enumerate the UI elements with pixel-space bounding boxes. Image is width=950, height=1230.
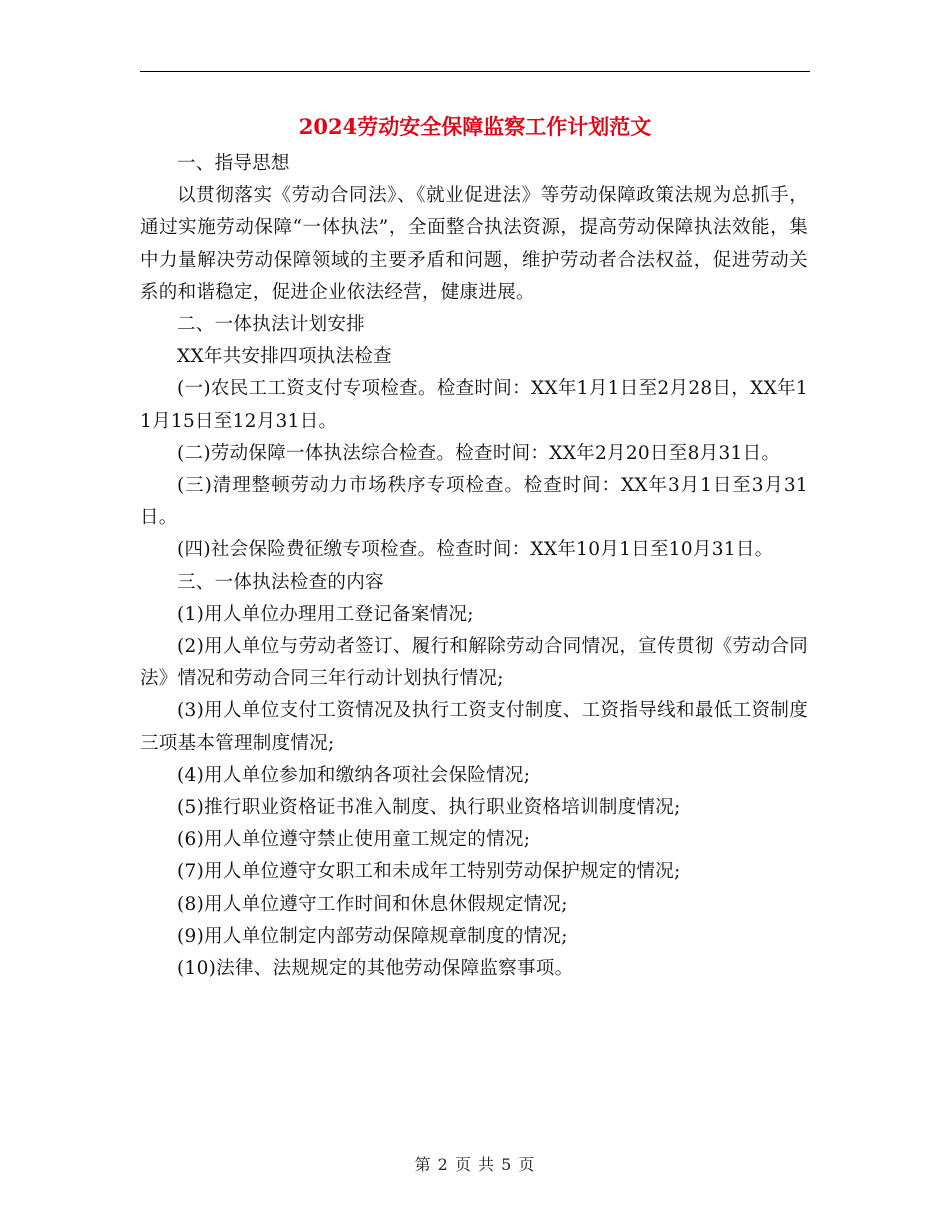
content-item-10: (10)法律、法规规定的其他劳动保障监察事项。 <box>177 958 574 980</box>
content-item-5: (5)推行职业资格证书准入制度、执行职业资格培训制度情况; <box>177 797 681 819</box>
plan-item-1: (一)农民工工资支付专项检查。检查时间：XX年1月1日至2月28日，XX年11月15日至12月31日。 <box>140 378 808 432</box>
paragraph-guiding-thought: 以贯彻落实《劳动合同法》、《就业促进法》等劳动保障政策法规为总抓手，通过实施劳动保障“一体执法”，全面整合执法资源，提高劳动保障执法效能，集中力量解决劳动保障领域的主要矛盾和问题，维护劳动者合法权益，促进劳动关系的和谐稳定，促进企业依法经营，健康进展。 <box>140 185 808 303</box>
document-title: 2024劳动安全保障监察工作计划范文 <box>298 114 652 139</box>
content-item-2: (2)用人单位与劳动者签订、履行和解除劳动合同情况，宣传贯彻《劳动合同法》情况和劳动合同三年行动计划执行情况; <box>140 636 808 690</box>
section-heading-content: 三、一体执法检查的内容 <box>177 571 384 593</box>
content-item-7: (7)用人单位遵守女职工和未成年工特别劳动保护规定的情况; <box>177 861 681 883</box>
header-rule <box>140 71 810 72</box>
paragraph-plan-intro: XX年共安排四项执法检查 <box>177 346 392 368</box>
content-item-9: (9)用人单位制定内部劳动保障规章制度的情况; <box>177 925 568 947</box>
section-heading-plan: 二、一体执法计划安排 <box>177 314 366 336</box>
plan-item-4: (四)社会保险费征缴专项检查。检查时间：XX年10月1日至10月31日。 <box>177 539 774 561</box>
plan-item-3: (三)清理整顿劳动力市场秩序专项检查。检查时间：XX年3月1日至3月31日。 <box>140 475 808 529</box>
content-item-8: (8)用人单位遵守工作时间和休息休假规定情况; <box>177 893 568 915</box>
page-number-footer: 第 2 页 共 5 页 <box>414 1155 536 1174</box>
content-item-6: (6)用人单位遵守禁止使用童工规定的情况; <box>177 829 531 851</box>
document-body <box>140 148 808 985</box>
content-item-1: (1)用人单位办理用工登记备案情况; <box>177 603 474 625</box>
content-item-4: (4)用人单位参加和缴纳各项社会保险情况; <box>177 764 531 786</box>
section-heading-guiding-thought: 一、指导思想 <box>177 153 290 174</box>
plan-item-2: (二)劳动保障一体执法综合检查。检查时间：XX年2月20日至8月31日。 <box>177 442 781 464</box>
content-item-3: (3)用人单位支付工资情况及执行工资支付制度、工资指导线和最低工资制度三项基本管理制度情况; <box>140 700 808 754</box>
